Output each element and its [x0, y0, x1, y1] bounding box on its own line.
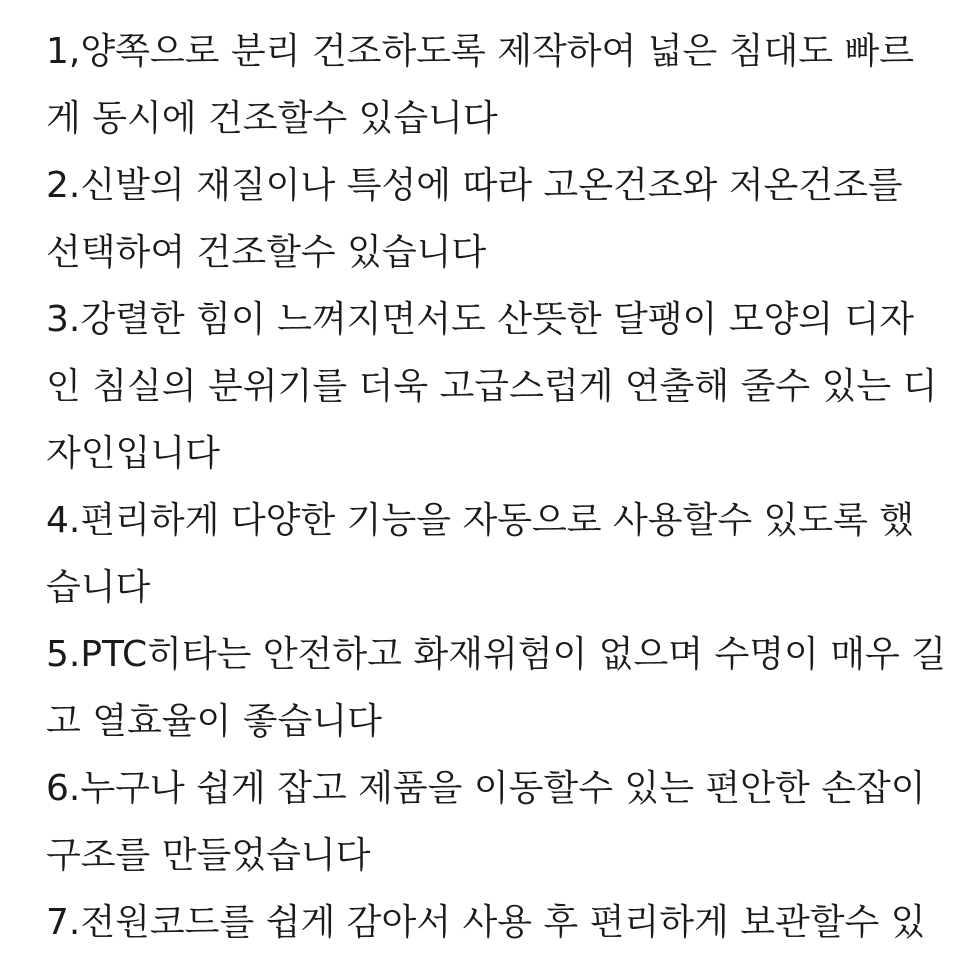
text-line-8: 4.편리하게 다양한 기능을 자동으로 사용할수 있도록 했 — [46, 500, 915, 541]
text-line-7: 자인입니다 — [46, 433, 220, 474]
text-line-10: 5.PTC히타는 안전하고 화재위험이 없으며 수명이 매우 길 — [46, 634, 947, 675]
text-line-11: 고 열효율이 좋습니다 — [46, 701, 382, 742]
text-line-14: 7.전원코드를 쉽게 감아서 사용 후 편리하게 보관할수 있 — [46, 902, 926, 943]
text-line-2: 게 동시에 건조할수 있습니다 — [46, 98, 498, 139]
text-line-6: 인 침실의 분위기를 더욱 고급스럽게 연출해 줄수 있는 디 — [46, 366, 938, 407]
text-line-9: 습니다 — [46, 567, 151, 608]
text-line-13: 구조를 만들었습니다 — [46, 835, 371, 876]
text-line-4: 선택하여 건조할수 있습니다 — [46, 232, 487, 273]
text-line-12: 6.누구나 쉽게 잡고 제품을 이동할수 있는 편안한 손잡이 — [46, 768, 926, 809]
text-line-3: 2.신발의 재질이나 특성에 따라 고온건조와 저온건조를 — [46, 165, 903, 206]
text-line-5: 3.강렬한 힘이 느껴지면서도 산뜻한 달팽이 모양의 디자 — [46, 299, 915, 340]
text-line-1: 1,양쪽으로 분리 건조하도록 제작하여 넓은 침대도 빠르 — [46, 31, 915, 72]
